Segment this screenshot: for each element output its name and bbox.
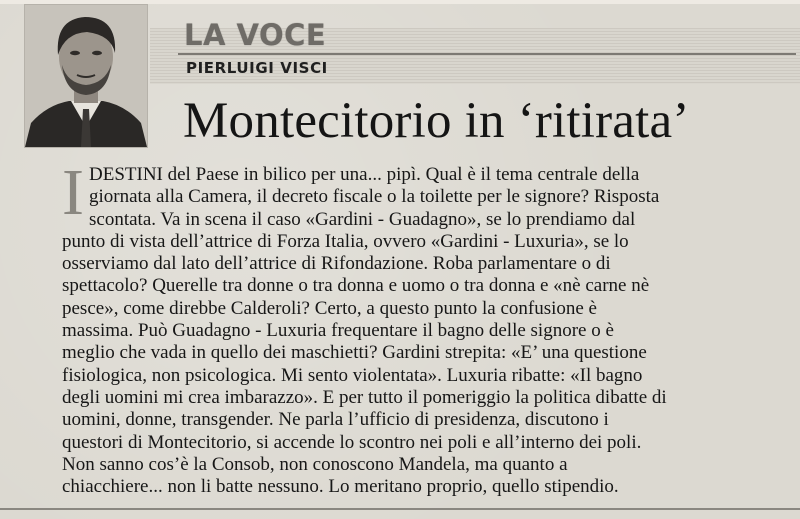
- body-line: spettacolo? Querelle tra donne o tra donna e uomo o tra donna e «nè carne nè: [62, 275, 650, 297]
- body-line: degli uomini mi crea imbarazzo». E per tutto il pomeriggio la politica dibatte di: [62, 386, 667, 408]
- author-name: PIERLUIGI VISCI: [186, 59, 328, 77]
- drop-cap: I: [62, 156, 84, 229]
- body-line: meglio che vada in quello dei maschietti? Gardini strepita: «E’ una questione: [62, 342, 647, 364]
- author-portrait-image: [25, 5, 147, 147]
- article-headline: Montecitorio in ‘ritirata’: [183, 93, 690, 149]
- body-line: scontata. Va in scena il caso «Gardini - Guadagno», se lo prendiamo dal: [89, 208, 636, 230]
- body-line: giornata alla Camera, il decreto fiscale o la toilette per le signore? Risposta: [89, 186, 660, 208]
- body-line: massima. Può Guadagno - Luxuria frequentare il bagno delle signore o è: [62, 320, 614, 342]
- body-line: questori di Montecitorio, si accende lo scontro nei poli e all’interno dei poli.: [62, 431, 642, 453]
- body-line: uomini, donne, transgender. Ne parla l’ufficio di presidenza, discutono i: [62, 409, 609, 431]
- body-line: fisiologica, non psicologica. Mi sento violentata». Luxuria ribatte: «Il bagno: [62, 364, 643, 386]
- section-title: LA VOCE: [184, 18, 327, 52]
- body-line: osserviamo dal lato dell’attrice di Rifondazione. Roba parlamentare o di: [62, 253, 611, 275]
- header-rule: [178, 53, 796, 55]
- body-line: pesce», come direbbe Calderoli? Certo, a questo punto la confusione è: [62, 297, 597, 319]
- bottom-rule: [0, 508, 800, 510]
- author-photo: [24, 4, 148, 148]
- body-line: chiacchiere... non li batte nessuno. Lo meritano proprio, quello stipendio.: [62, 476, 619, 498]
- article-body: [62, 164, 788, 498]
- body-line: Non sanno cos’è la Consob, non conoscono Mandela, ma quanto a: [62, 453, 568, 475]
- body-line: punto di vista dell’attrice di Forza Italia, ovvero «Gardini - Luxuria», se lo: [62, 230, 629, 252]
- body-line: DESTINI del Paese in bilico per una... pipì. Qual è il tema centrale della: [89, 164, 640, 185]
